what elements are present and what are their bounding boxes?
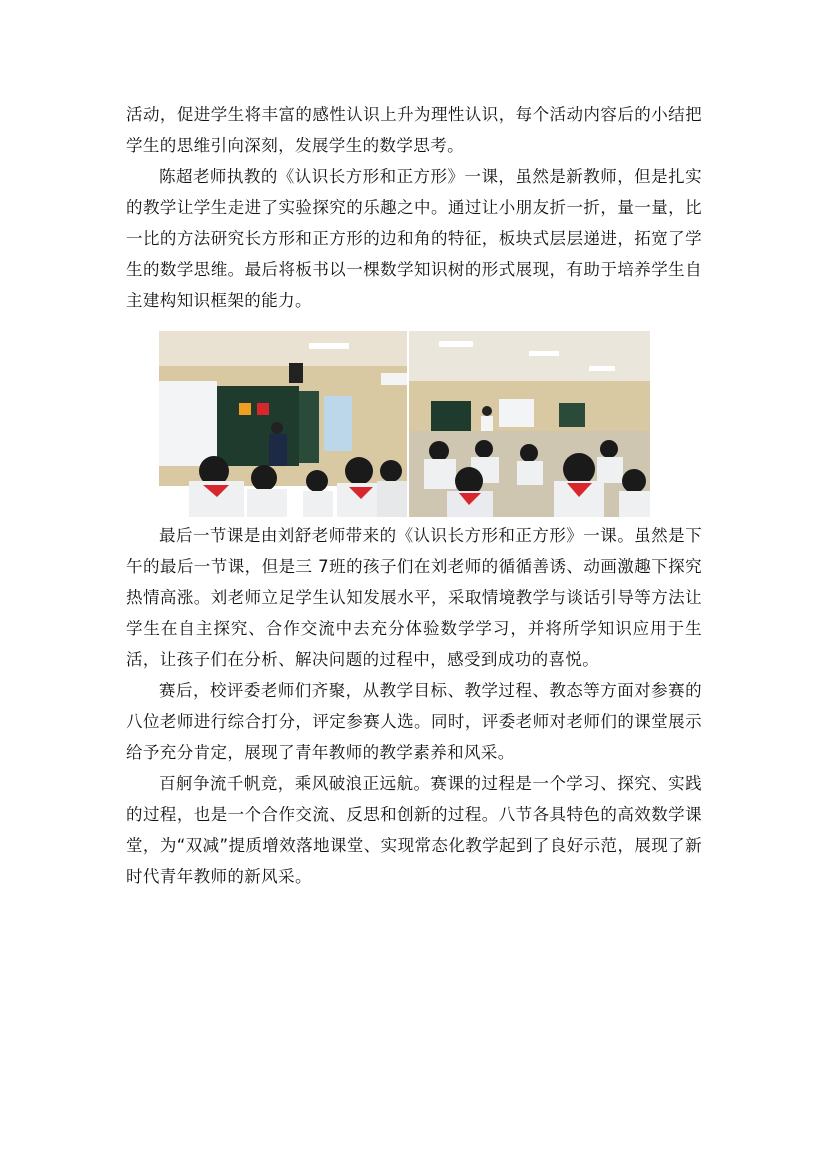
- classroom-photo-right: [409, 331, 650, 517]
- text-block-top: [126, 99, 702, 316]
- text-block-bottom: [126, 520, 702, 892]
- paragraph: 最后一节课是由刘舒老师带来的《认识长方形和正方形》一课。虽然是下午的最后一节课，但是三 7班的孩子们在刘老师的循循善诱、动画激趣下探究热情高涨。刘老师立足学生认知发展水平，采取情境教学与谈话引导等方法让学生在自主探究、合作交流中去充分体验数学学习，并将所学知识应用于生活，让孩子们在分析、解决问题的过程中，感受到成功的喜悦。: [126, 526, 702, 669]
- paragraph: 活动，促进学生将丰富的感性认识上升为理性认识，每个活动内容后的小结把学生的思维引向深刻，发展学生的数学思考。: [126, 105, 702, 155]
- classroom-photo-left: [159, 331, 407, 517]
- paragraph: 赛后，校评委老师们齐聚，从教学目标、教学过程、教态等方面对参赛的八位老师进行综合打分，评定参赛人选。同时，评委老师对老师们的课堂展示给予充分肯定，展现了青年教师的教学素养和风采。: [126, 681, 702, 762]
- paragraph: 陈超老师执教的《认识长方形和正方形》一课，虽然是新教师，但是扎实的教学让学生走进了实验探究的乐趣之中。通过让小朋友折一折，量一量，比一比的方法研究长方形和正方形的边和角的特征，板块式层层递进，拓宽了学生的数学思维。最后将板书以一棵数学知识树的形式展现，有助于培养学生自主建构知识框架的能力。: [126, 167, 702, 310]
- photo-row: [159, 331, 650, 517]
- paragraph: 百舸争流千帆竞，乘风破浪正远航。赛课的过程是一个学习、探究、实践的过程，也是一个合作交流、反思和创新的过程。八节各具特色的高效数学课堂，为“双减”提质增效落地课堂、实现常态化教学起到了良好示范，展现了新时代青年教师的新风采。: [126, 774, 702, 886]
